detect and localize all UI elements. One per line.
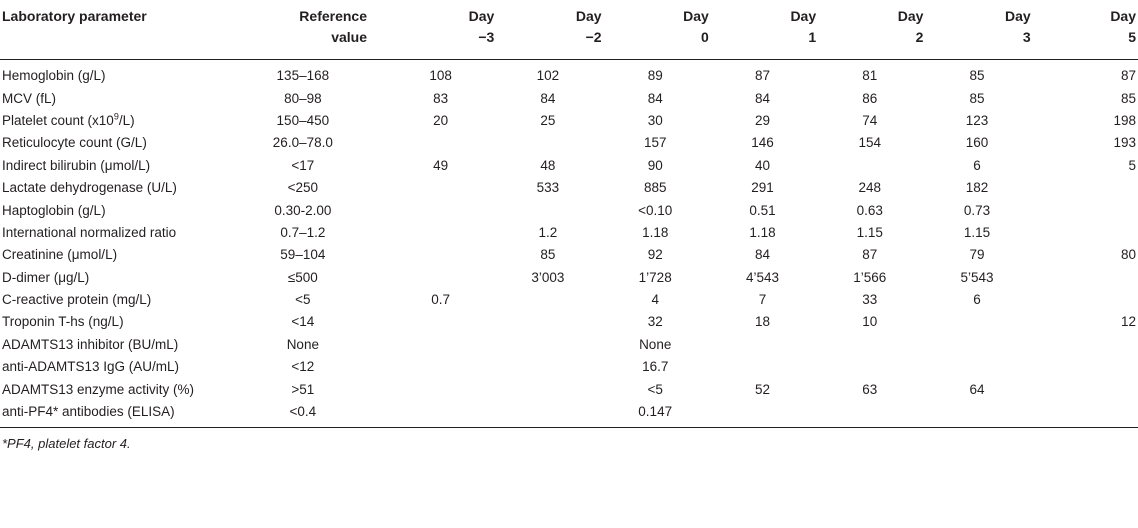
cell-value [387,244,494,266]
cell-value: 1.18 [749,224,776,240]
cell-value: 0.73 [963,202,991,218]
cell-value: 87 [862,247,878,263]
cell-value: 32 [647,314,663,330]
cell-value [923,311,1030,333]
cell-value: 193 [1113,135,1136,151]
cell-value: 1.2 [538,224,558,240]
table-row [0,60,1138,88]
cell-parameter: anti-PF4* antibodies (ELISA) [2,404,175,420]
cell-value [709,356,816,378]
header-reference: Reference value [299,8,367,45]
cell-value: 291 [751,180,774,196]
cell-value [816,356,923,378]
cell-value: 83 [433,90,449,106]
cell-value: 108 [429,68,452,84]
cell-value: 12 [1120,314,1136,330]
cell-value: 885 [643,180,667,196]
cell-reference: <0.4 [289,404,317,420]
cell-value: 80 [1120,247,1136,263]
cell-value [494,289,601,311]
cell-reference: 150–450 [276,112,330,128]
cell-value: 6 [973,292,981,308]
cell-value: 0.7 [431,292,451,308]
cell-value: 89 [647,68,663,84]
cell-reference: 0.30-2.00 [274,202,332,218]
cell-value [1031,222,1138,244]
cell-reference: 80–98 [284,90,322,106]
cell-value [1031,267,1138,289]
header-day: Day −2 [575,8,602,45]
cell-value: 1.15 [856,224,883,240]
cell-value [387,132,494,154]
cell-value: 64 [969,381,985,397]
cell-value [923,356,1030,378]
cell-value [1031,177,1138,199]
cell-value: <5 [647,381,663,397]
cell-value: 40 [754,157,770,173]
cell-value: 33 [862,292,878,308]
cell-value [816,334,923,356]
cell-value: 248 [858,180,882,196]
cell-value: <0.10 [638,202,673,218]
cell-value: 123 [965,112,989,128]
cell-parameter: ADAMTS13 enzyme activity (%) [2,381,195,397]
cell-value: 0.51 [749,202,776,218]
cell-parameter: D-dimer (μg/L) [2,269,90,285]
header-day: Day 3 [1005,8,1031,45]
cell-parameter: Troponin T-hs (ng/L) [2,314,124,330]
cell-value: 87 [754,68,770,84]
cell-reference: <5 [295,292,311,308]
cell-value: 154 [858,135,882,151]
cell-parameter: Reticulocyte count (G/L) [2,135,147,151]
cell-parameter: ADAMTS13 inhibitor (BU/mL) [2,336,179,352]
table-row [0,311,1138,333]
cell-reference: 59–104 [280,247,326,263]
cell-value [387,177,494,199]
table-header-row [0,0,1138,60]
cell-value: 84 [647,90,663,106]
cell-value: 5’543 [960,269,994,285]
cell-parameter: Platelet count $(x10^9/L)$ [2,111,135,128]
cell-value [387,378,494,400]
cell-value: 87 [1120,68,1136,84]
cell-value [1031,378,1138,400]
table-row [0,222,1138,244]
cell-value: 157 [643,135,667,151]
cell-value: 85 [1120,90,1136,106]
table-row [0,267,1138,289]
table-row [0,155,1138,177]
cell-value: 182 [965,180,989,196]
header-day: Day 2 [897,8,924,45]
cell-value [494,334,601,356]
cell-value: 48 [540,157,556,173]
cell-reference: <17 [291,157,315,173]
cell-reference: <250 [287,180,319,196]
cell-parameter: Lactate dehydrogenase (U/L) [2,180,177,196]
table-row [0,244,1138,266]
cell-reference: <14 [291,314,315,330]
cell-value [387,267,494,289]
cell-reference: 0.7–1.2 [280,224,326,240]
cell-value: 3’003 [531,269,565,285]
cell-value [387,401,494,428]
cell-value: 52 [754,381,770,397]
table-row [0,378,1138,400]
cell-value: 30 [647,112,663,128]
cell-reference: 135–168 [276,68,330,84]
header-parameter: Laboratory parameter [2,8,147,24]
cell-value [1031,199,1138,221]
cell-value: 74 [862,112,878,128]
cell-value: 4 [651,292,659,308]
table-row [0,356,1138,378]
cell-parameter: anti-ADAMTS13 IgG (AU/mL) [2,359,180,375]
header-day: Day 1 [790,8,817,45]
cell-value [923,334,1030,356]
table-row [0,177,1138,199]
cell-value [709,401,816,428]
cell-value [494,401,601,428]
cell-value: 533 [536,180,560,196]
header-day: Day 0 [683,8,709,45]
table-row [0,132,1138,154]
table-row [0,401,1138,428]
cell-value: 85 [540,247,556,263]
cell-value: 1’728 [638,269,672,285]
cell-parameter: C-reactive protein (mg/L) [2,292,152,308]
cell-value [387,222,494,244]
cell-value: 16.7 [642,359,669,375]
table-row [0,334,1138,356]
cell-value [494,311,601,333]
cell-parameter: Haptoglobin (g/L) [2,202,106,218]
cell-value [709,334,816,356]
cell-value [1031,289,1138,311]
cell-value: None [639,336,672,352]
cell-value: 92 [647,247,663,263]
cell-value [387,199,494,221]
table-row [0,110,1138,132]
cell-parameter: International normalized ratio [2,224,177,240]
cell-value: 90 [647,157,663,173]
table-row [0,87,1138,109]
cell-value: 85 [969,90,985,106]
cell-value: 5 [1128,157,1136,173]
cell-value: 20 [433,112,449,128]
cell-value: 102 [536,68,560,84]
cell-value: 0.147 [638,404,673,420]
cell-value [816,401,923,428]
cell-reference: 26.0–78.0 [272,135,333,151]
cell-parameter: MCV (fL) [2,90,56,106]
cell-value: 63 [862,381,878,397]
cell-value [816,155,923,177]
cell-reference: ≤500 [287,269,318,285]
cell-value: 10 [862,314,878,330]
cell-value [494,199,601,221]
cell-value: 198 [1113,112,1136,128]
cell-value [1031,401,1138,428]
cell-value [1031,334,1138,356]
cell-value: 79 [969,247,985,263]
cell-parameter: Indirect bilirubin (μmol/L) [2,157,151,173]
cell-value: 81 [862,68,878,84]
cell-value: 7 [758,292,767,308]
cell-value: 84 [540,90,556,106]
cell-value [923,401,1030,428]
cell-value: 84 [754,247,770,263]
table-row [0,289,1138,311]
cell-value [494,132,601,154]
cell-parameter: Creatinine (μmol/L) [2,247,118,263]
cell-value: 6 [973,157,981,173]
cell-value [387,356,494,378]
cell-reference: None [286,336,319,352]
cell-value: 4’543 [745,269,779,285]
header-day: Day 5 [1110,8,1136,45]
cell-value: 86 [862,90,878,106]
cell-value [387,311,494,333]
footnote: *PF4, platelet factor 4. [2,436,131,452]
cell-value: 146 [751,135,774,151]
cell-value: 49 [433,157,449,173]
cell-parameter: Hemoglobin (g/L) [2,68,106,84]
table-row [0,199,1138,221]
cell-value: 85 [969,68,985,84]
cell-value: 29 [754,112,770,128]
cell-value: 84 [754,90,770,106]
cell-value: 1.18 [642,224,669,240]
cell-value: 1.15 [963,224,991,240]
cell-value: 25 [540,112,556,128]
header-day: Day −3 [468,8,495,45]
cell-value [494,356,601,378]
cell-value [1031,356,1138,378]
cell-value: 18 [754,314,770,330]
cell-reference: <12 [291,359,315,375]
cell-value: 160 [965,135,989,151]
cell-reference: >51 [291,381,315,397]
cell-value [387,334,494,356]
cell-value: 0.63 [856,202,883,218]
cell-value: 1’566 [853,269,887,285]
cell-value [494,378,601,400]
